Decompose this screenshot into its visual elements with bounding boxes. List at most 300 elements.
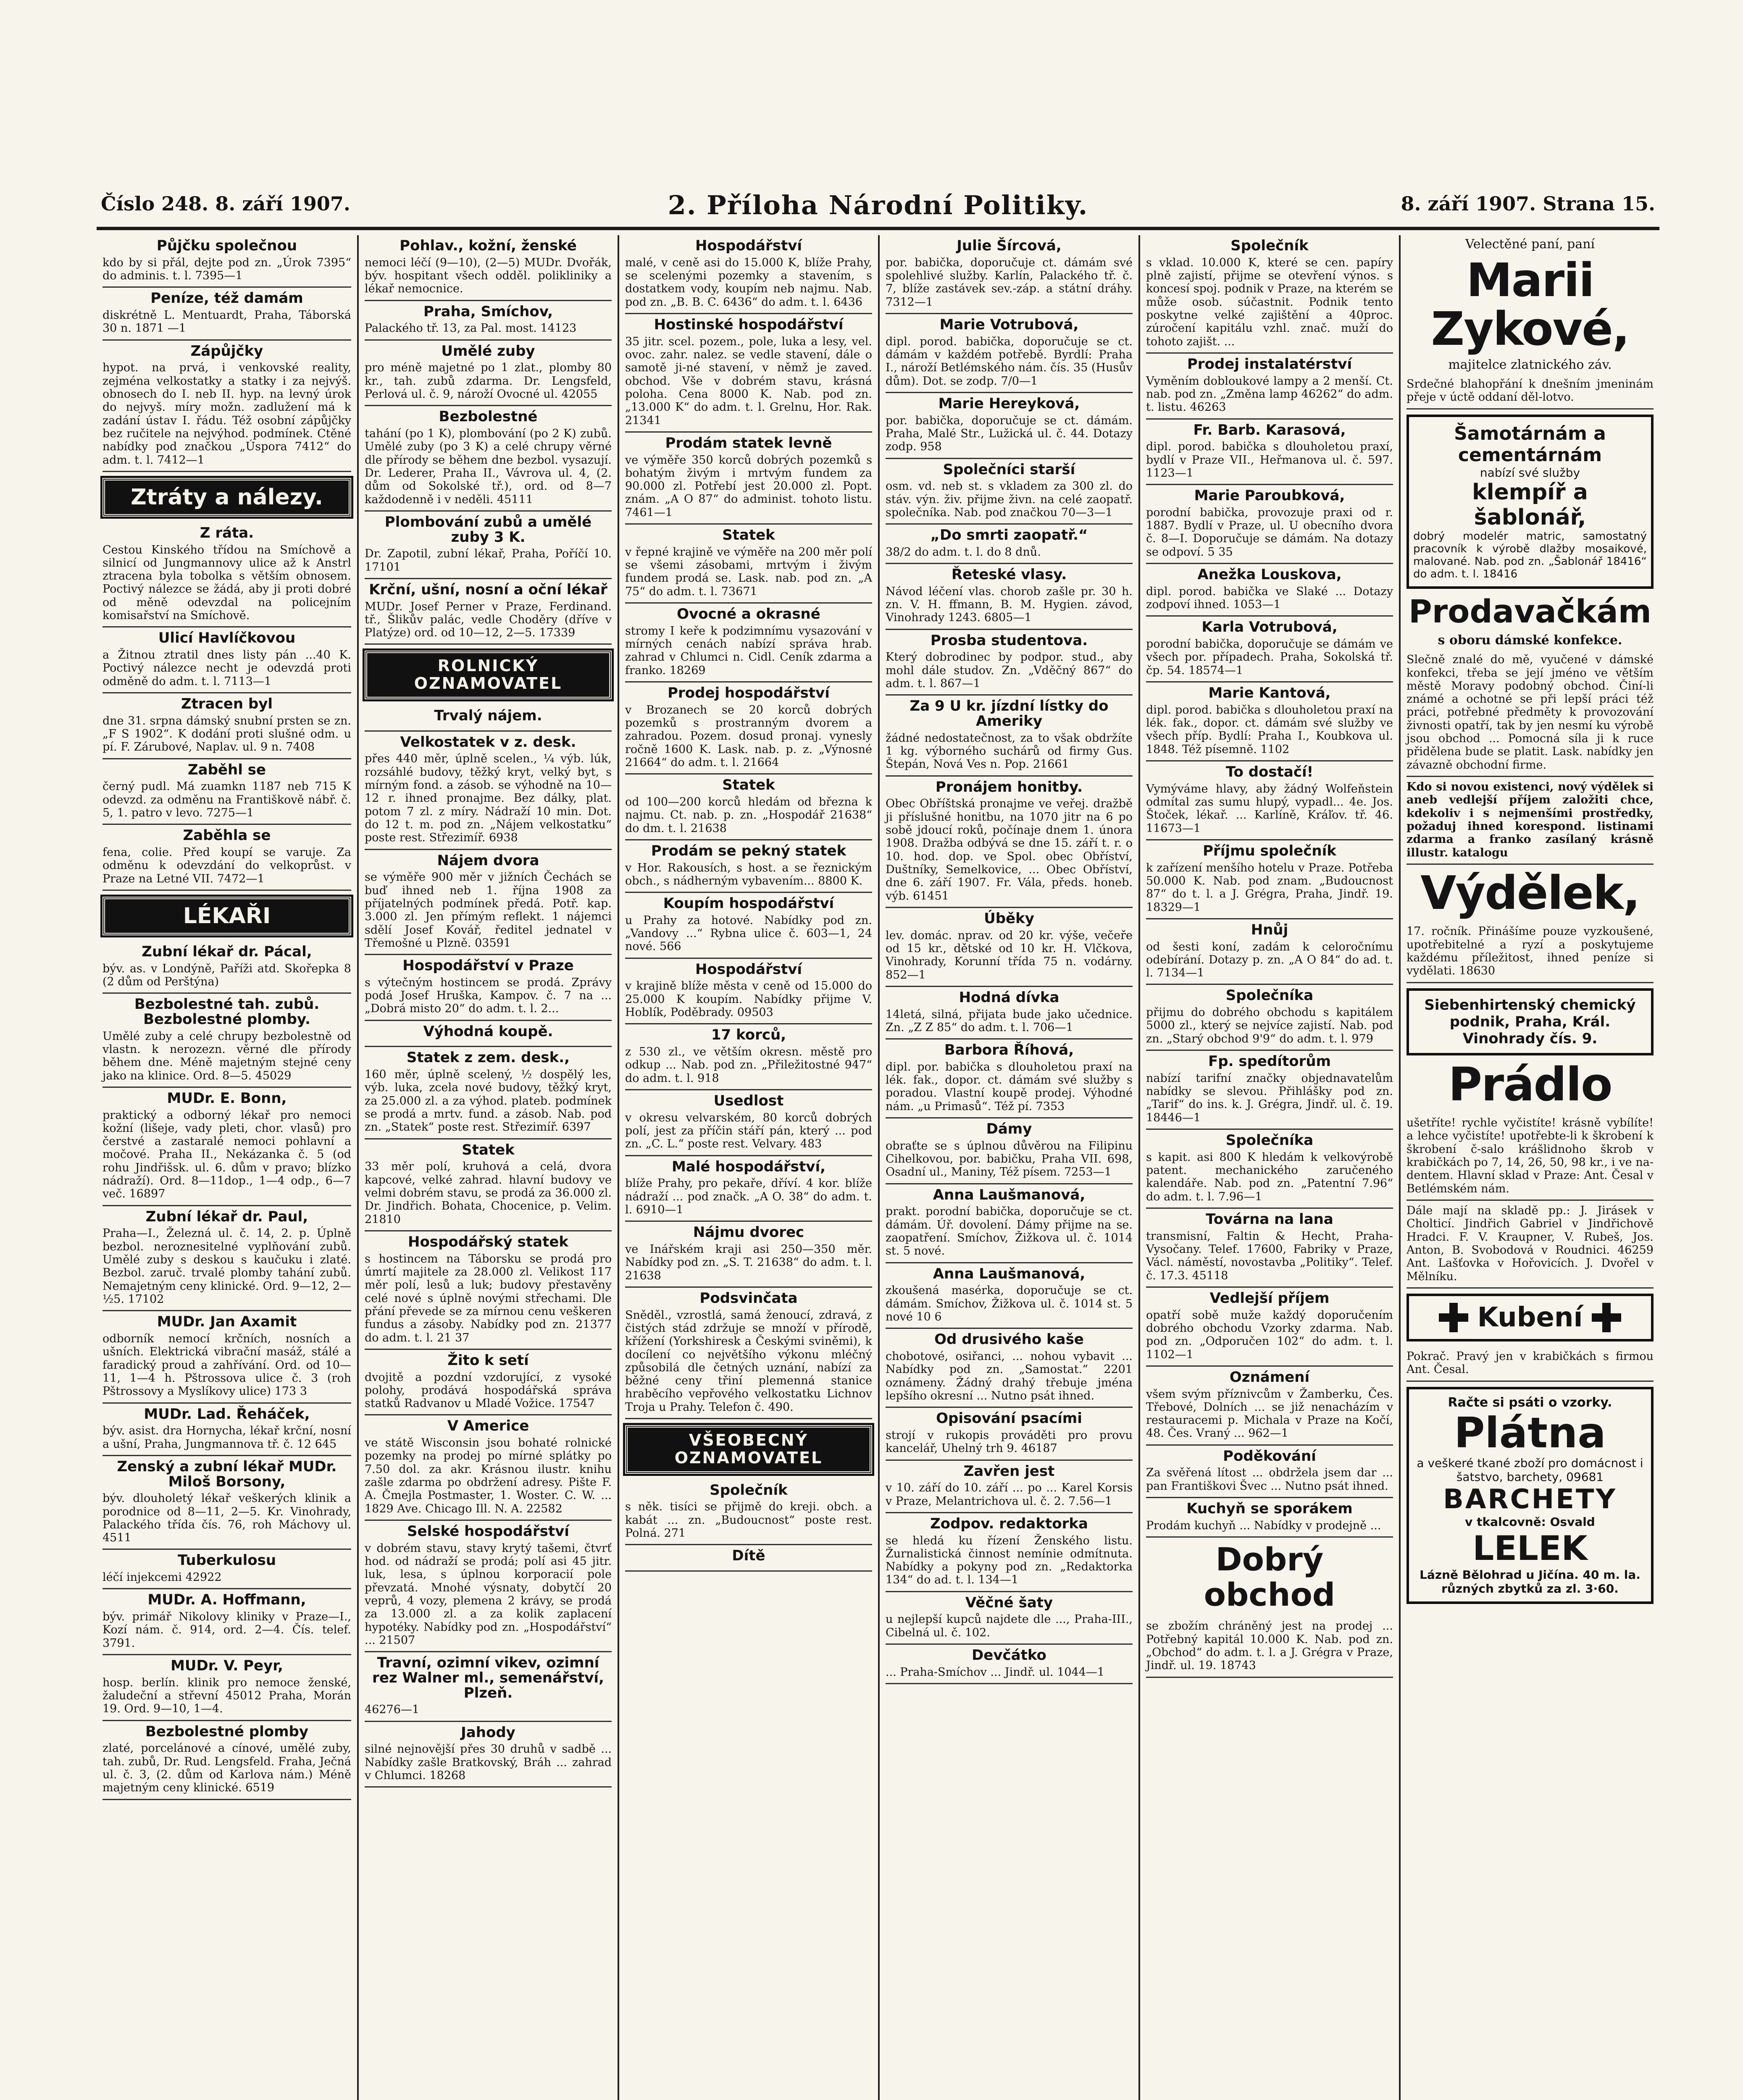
- ad: [886, 459, 1133, 525]
- ad-text: se hledá ku řízení Ženského listu. Žurnalistická činnost nemínie odmítnuta. Nabídky a pokyny pod zn. „Redaktorka 134“ do ad. t. l. 134—1: [886, 1534, 1133, 1587]
- ad: [886, 1040, 1133, 1118]
- ad-title: Prodej instalatérství: [1187, 355, 1352, 373]
- ad-title: Malé hospodářství,: [671, 1158, 826, 1175]
- ad: [1146, 1446, 1393, 1498]
- ad-title: Hospodářství v Praze: [402, 957, 574, 974]
- ad-text: Návod léčení vlas. chorob zašle pr. 30 h. zn. V. H. ffmann, B. M. Hygien. závod, Vinohrady 1243. 6805—1: [886, 585, 1133, 625]
- greeting-intro: Velectěné paní, paní: [1465, 237, 1595, 252]
- section-sub: s oboru dámské konfekce.: [1438, 633, 1622, 648]
- ad: [886, 696, 1133, 776]
- ad-text: dipl. porod. babička ve Slaké ... Dotazy zodpoví ihned. 1053—1: [1146, 585, 1393, 612]
- ad-text: pro méně majetné po 1 zlat., plomby 80 kr., tah. zubů zdarma. Dr. Lengsfeld, Perlová ul. č. 9, nároží Ovocné ul. 42055: [365, 361, 612, 401]
- ad-title: MUDr. A. Hoffmann,: [147, 1591, 306, 1609]
- ad-text: zlaté, porcelánové a cínové, umělé zuby, tah. zubů, Dr. Rud. Lengsfeld. Fraha, Ječná ul. č. 3, (2. dům od Karlova nám.) Méně majetným ceny klinické. 6519: [103, 1742, 351, 1795]
- ad-text: v Hor. Rakousích, s host. a se řeznickým obch., s nádherným vybavením... 8800 K.: [625, 861, 872, 887]
- ad-text: blíže Prahy, pro pekaře, dříví. 4 kor. blíže nádraží ... pod značk. „A O. 38“ do adm. t. l. 6910—1: [625, 1177, 872, 1216]
- ad: [886, 314, 1133, 393]
- ad: [365, 1521, 612, 1652]
- ad-text: Vymýváme hlavy, aby žádný Wolfeňstein odmítal zas sumu hlupý, vypadl... 4e. Jos. Štoček, lékař. ... Karlíně, Kráľov. tř. 46. 11673—1: [1146, 782, 1393, 835]
- cross-icon: [1592, 1303, 1621, 1332]
- ad-title: Společníka: [1225, 1132, 1314, 1149]
- ad-text: prakt. porodní babička, doporučuje se ct. dámám. Úř. dovolení. Dámy přijme na se. zaopatření. Smíchov, Žižkova ul. č. 1014 st. 5 nové.: [886, 1205, 1133, 1258]
- ad-text: 17. ročník. Přinášíme pouze vyzkoušené, upotřebitelné a ryzí a poskytujeme každému příležitost, ihned peníze si vydělati. 18630: [1406, 925, 1654, 978]
- ad-title: Pohlav., kožní, ženské: [400, 237, 577, 254]
- ad-title: Statek z zem. desk.,: [406, 1049, 570, 1066]
- ad: [1146, 1209, 1393, 1288]
- ad: [1146, 761, 1393, 840]
- ad-text: býv. asist. dra Hornycha, lékař krční, nosní a ušní, Praha, Jungmannova tř. č. 12 645: [103, 1424, 351, 1451]
- ad-text: s něk. tisíci se přijmě do kreji. obch. a kabát ... zn. „Budoucnost“ poste rest. Polná. 271: [625, 1500, 872, 1540]
- ad-title: Anna Laušmanová,: [933, 1186, 1086, 1203]
- ad-title: MUDr. Lad. Řeháček,: [144, 1405, 310, 1423]
- ad-text: 33 měr polí, kruhová a celá, dvora kapcové, velké zahrad. hlavní budovy ve velmi dobrém stavu, se prodá za 36.000 zl. Dr. Jindřich. Bohata, Chocenice, p. Velim. 21810: [365, 1160, 612, 1226]
- ad-title: Řeteské vlasy.: [951, 566, 1067, 583]
- ad-text: z 530 zl., ve větším okresn. městě pro odkup ... Nab. pod zn. „Přiležitostné 947“ do adm. t. l. 918: [625, 1045, 872, 1085]
- ad-text: transmisní, Faltin & Hecht, Praha-Vysočany. Telef. 17600, Fabriky v Praze, Václ. náměstí, novostavba „Politiky“. Telef. č. 17.3. 45118: [1146, 1229, 1393, 1282]
- ad-title: Bezbolestné plomby: [145, 1723, 309, 1740]
- ad: [1146, 1616, 1393, 1677]
- ad-title: Výhodná koupě.: [423, 1023, 553, 1040]
- ad-title: Zodpov. redaktorka: [930, 1515, 1088, 1532]
- ad-text: u nejlepší kupců najdete dle ..., Praha-III., Cibelná ul. č. 102.: [886, 1613, 1133, 1639]
- ad: [625, 1222, 872, 1288]
- ad-title: Bezbolestné tah. zubů. Bezbolestné plomby.: [134, 996, 320, 1028]
- ad-text: Palackého tř. 13, za Pal. most. 14123: [365, 322, 577, 335]
- ad-title: Trvalý nájem.: [434, 707, 542, 724]
- ad-title: Kuchyň se sporákem: [1186, 1500, 1353, 1517]
- ad-title: Hospodářský statek: [407, 1233, 568, 1250]
- ad-title: Oznámení: [1229, 1368, 1310, 1386]
- big-word: Výdělek,: [1420, 866, 1640, 920]
- ad: [1146, 1498, 1393, 1538]
- ad: [625, 840, 872, 893]
- ad-text: Dr. Zapotil, zubní lékař, Praha, Poříčí 10. 17101: [365, 547, 612, 574]
- greeting-wish: Srdečné blahopřání k dnešním jmeninám přeje v úctě oddaní děl-lotvo.: [1406, 378, 1654, 404]
- ad: [365, 850, 612, 956]
- ad-text: obraťte se s úplnou důvěrou na Filipinu Cihelkovou, por. babičku, Praha VII. 698, Osadní ul., Maniny, Též písem. 7253—1: [886, 1139, 1133, 1179]
- ad-title: Půjčku společnou: [156, 237, 297, 254]
- ad-text: s výtečným hostincem se prodá. Zprávy podá Josef Hruška, Kampov. č. 7 na ... „Dobrá misto 20“ do adm. t. l. 2...: [365, 976, 612, 1016]
- ad-title: Statek: [722, 527, 775, 544]
- ad-text: Umělé zuby a celé chrupy bezbolestně od vlastn. k nerozezn. věrné dle přírody během dne. Méně majetným stejné ceny jako na klinice. Ord. 8—5. 45029: [103, 1029, 351, 1082]
- ad-title: Fp. spedítorům: [1208, 1053, 1331, 1070]
- ad-text: k zařízení menšího hotelu v Praze. Potřeba 50.000 K. Nab. pod znam. „Budoucnost 87“ do t. l. a J. Grégra, Praha, Jindř. 19. 18329—1: [1146, 861, 1393, 914]
- ad-text: por. babička, doporučuje ct. dámám své spolehlivé služby. Karlín, Palackého tř. č. 7, blíže zastávek sev.-záp. a státní dráhy. 7312—1: [886, 256, 1133, 309]
- ad: [886, 630, 1133, 696]
- ad: [1146, 840, 1393, 919]
- ad-title: Plombování zubů a umělé zuby 3 K.: [384, 513, 592, 546]
- ad: [1146, 235, 1393, 354]
- column-1: [97, 235, 357, 2100]
- ad: [1146, 682, 1393, 761]
- ad-title: Společníka: [1225, 987, 1314, 1004]
- ad: [886, 1263, 1133, 1329]
- ad-text: zkoušená masérka, doporučuje se ct. dámám. Smíchov, Žižkova ul. č. 1014 st. 5 nové 10 6: [886, 1284, 1133, 1323]
- ad: [1146, 354, 1393, 420]
- ad: [886, 393, 1133, 459]
- issue-number: Číslo 248. 8. září 1907.: [101, 192, 350, 215]
- ad: [625, 314, 872, 433]
- ad: [1146, 1288, 1393, 1367]
- ad: [103, 1589, 351, 1655]
- ad-text: Sněděl., vzrostlá, samá ženoucí, zdravá, z čistých stád zdržuje se množí v přírodě, křížení (Yorkshiresk a Českými sviněmi), k docílení co největšího výkonu mléčný způsobilá dle četných uznání, nabízí za běžné ceny třiní plemenná stanice hraběcího vepřového velkostatku Lichnov Troja u Prahy. Telefon č. 490.: [625, 1308, 872, 1414]
- ad-big-title: Dobrý obchod: [1204, 1541, 1336, 1613]
- ad: [103, 1088, 351, 1206]
- ad-title: Hospodářství: [695, 961, 802, 978]
- ad-text: chobotové, osiřanci, ... nohou vybavit ... Nabídky pod zn. „Samostat.“ 2201 oznámeny. Žádný drahý třebuje jména lepšího okresní ... Nutno psát ihned.: [886, 1349, 1133, 1402]
- ad: [625, 604, 872, 682]
- ad-title: MUDr. V. Peyr,: [171, 1657, 283, 1675]
- ad-text: fena, colie. Před koupí se varuje. Za odměnu k odevzdání do velkoprůst. v Praze na Letné VII. 7472—1: [103, 845, 351, 885]
- section-heading: Ztráty a nálezy.: [103, 478, 351, 517]
- ad-text: s hostincem na Táborsku se prodá pro úmrtí majitele za 28.000 zl. Velikost 117 měr polí, lesů a luk; budovy přestavěny celé nové s úplně novými střechami. Dle přání převede se za mírnou cenu veškeren fundus a zásoby. Nabídky pod zn. 21377 do adm. t. l. 21 37: [365, 1252, 612, 1344]
- ad-text: kdo by si přál, dejte pod zn. „Úrok 7395“ do adminis. t. l. 7395—1: [103, 256, 351, 282]
- column-6: [1399, 235, 1659, 2100]
- ad-text: nemoci léčí (9—10), (2—5) MUDr. Dvořák, býv. hospitant všech odděl. polikliniky a lékař nemocnice.: [365, 256, 612, 296]
- ad: [1146, 1367, 1393, 1446]
- ad-text: ušetříte! rychle vyčistíte! krásně vybílíte! a lehce vyčistíte! upotřebte-li k škrobení k škrobení č-salo krášlidnoho škrob v krabičkách po 7, 14, 26, 50, 98 kr., i ve na-dentem. Hlavní sklad v Praze: Ant. Česal v Betlémském nám.: [1406, 1116, 1654, 1195]
- ad: [103, 825, 351, 891]
- ad-title: Poděkování: [1223, 1447, 1316, 1465]
- ad: [886, 908, 1133, 987]
- ad-text: od šesti koní, zadám k celoročnímu odebírání. Dotazy p. zn. „A O 84“ do ad. t. l. 7134—1: [1146, 940, 1393, 980]
- ad: [103, 1311, 351, 1403]
- greeting-intro2: majitelce zlatnického záv.: [1448, 357, 1612, 372]
- ad-text: nabízí tarifní značky objednavatelům nabídky se slevou. Přihlášky pod zn. „Tarif“ do ins. k. J. Grégra, Jindř. ul. č. 19. 18446—1: [1146, 1071, 1393, 1124]
- section-heading: ROLNICKÝ OZNAMOVATEL: [365, 651, 612, 699]
- ad-title: Karla Votrubová,: [1201, 619, 1338, 636]
- ad-text: osm. vd. neb st. s vkladem za 300 zl. do stáv. výn. živ. přijme živn. na celé zaopatř. společníka. Nab. pod značkou 70—3—1: [886, 480, 1133, 519]
- ad-text: MUDr. Josef Perner v Praze, Ferdinand. tř., Šlikův palác, vedle Choděry (dříve v Platýze) ord. od 10—12, 2—5. 17339: [365, 600, 612, 640]
- ad: [103, 1456, 351, 1550]
- ad-title: V Americe: [447, 1418, 529, 1435]
- ad-title: Fr. Barb. Karasová,: [1193, 421, 1346, 438]
- ad-title: MUDr. Jan Axamit: [157, 1313, 297, 1331]
- ad: [103, 522, 351, 628]
- ad: [365, 579, 612, 645]
- ad: [1146, 1051, 1393, 1130]
- ad-text: přijmu do dobrého obchodu s kapitálem 5000 zl., který se nejvíce zajistí. Nab. pod zn. „Starý obchod 9'9“ do adm. t. l. 979: [1146, 1006, 1393, 1045]
- ad: [365, 341, 612, 407]
- ad: [625, 1024, 872, 1090]
- ad-text: býv. as. v Londýně, Paříži atd. Skořepka 8 (2 dům od Perštýna): [103, 962, 351, 988]
- ad: [1146, 485, 1393, 564]
- ad: [103, 941, 351, 994]
- ad-title: Barbora Říhová,: [944, 1042, 1074, 1059]
- ad-text: dipl. porod. babička s dlouholetou praxí, bydlí v Praze VII., Heřmanova ul. č. 597. 1123—1: [1146, 440, 1393, 480]
- ad: [365, 1350, 612, 1416]
- ad: [103, 1655, 351, 1721]
- ad-title: Hnůj: [1251, 921, 1288, 938]
- ad-text: dipl. por. babička s dlouholetou praxí na lék. fak., dopor. ct. dámám své služby s poradou. Vlastní koupě prodej. Výhodné nám. „u Primasů“. Též pí. 7353: [886, 1060, 1133, 1113]
- ad: [1146, 617, 1393, 682]
- ad-text: v dobrém stavu, stavy krytý tašemi, čtvrť hod. od nádraží se prodá; polí asi 45 jitr. luk, lesa, s úplnou korporacií pole převzatá. Mnohé výsnaty, dobytčí 20 veprů, 4 vozy, plemena 2 krávy, se prodá za 13.000 zl. a za kolik zaplacení hypotéky. Nabídky pod zn. „Hospodářství“ ... 21507: [365, 1541, 612, 1647]
- ad-title: Vedlejší příjem: [1209, 1289, 1330, 1307]
- ad-text: Obec Obříštská pronajme ve veřej. dražbě ji příslušné honitbu, na 1070 jitr na 6 po sobě jdoucí roků, počínaje dnem 1. února 1908. Dražba odbývá se dne 15. září t. r. o 10. hod. dop. ve Spol. obec Obříství, Duštníky, Semelkovice, ... Obec Obříství, dne 6. září 1907. Fr. Vála, předs. honeb. výb. 61451: [886, 797, 1133, 903]
- columns: [97, 235, 1659, 2100]
- ad-title: MUDr. E. Bonn,: [167, 1089, 287, 1107]
- lelek-text: Lázně Bělohrad u Jičína. 40 m. la. různých zbytků za zl. 3·60.: [1420, 1567, 1640, 1596]
- ad-title: Dítě: [732, 1547, 765, 1564]
- ad-title: Tuberkulosu: [177, 1552, 276, 1569]
- ad: [365, 512, 612, 579]
- ad: [625, 1480, 872, 1546]
- ad-text: léčí injekcemi 42922: [103, 1571, 222, 1584]
- ad-text: Vyměním dobloukové lampy a 2 menší. Ct. nab. pod zn. „Změna lamp 46262“ do adm. t. listu. 46263: [1146, 374, 1393, 414]
- ad-text: přes 440 měr, úplně scelen., ¼ výb. lúk, rozsáhlé budovy, těžký kryt, velký byt, s mírným fond. a zásob. se výhodně na 10—12 r. ihned pronajme. Bez dálky, plat. potom 7 zl. z míry. Nádraží 10 min. Dot. do 12 t. m. pod zn. „Nájem velkostatku“ poste rest. Střezimíř. 6938: [365, 752, 612, 845]
- ad-text: strojí v rukopis prováděti pro provu kancelář, Uhelný trh 9. 46187: [886, 1428, 1133, 1455]
- ad-text: 38/2 do adm. t. l. do 8 dnů.: [886, 545, 1041, 559]
- ad-text: Cestou Kinského třídou na Smíchově a silnicí od Jungmannovy ulice až k Anstrl ztracena byla tobolka s větším obnosem. Poctivý nálezce se žádá, aby ji proti dobré od měně odevzdal na policejním komisařství na Smíchově.: [103, 543, 351, 622]
- ad: [886, 1408, 1133, 1460]
- ad-title: Nájmu dvorec: [693, 1224, 804, 1241]
- ad-title: To dostačí!: [1225, 763, 1314, 780]
- ad-title: Usedlost: [713, 1092, 784, 1109]
- samples-line: Račte si psáti o vzorky.: [1448, 1395, 1612, 1410]
- ad: [1406, 777, 1654, 865]
- ad-text: Praha—I., Železná ul. č. 14, 2. p. Úplně bezbol. neroznesitelné vyplňování zubů. Umělé zuby s deskou s kaučuku i zlaté. Bezbol. zaruč. trvalé plomby tahání zubů. Nemajetným ceny klinické. Ord. 9—12, 2—½5. 17102: [103, 1227, 351, 1306]
- ad: [886, 1513, 1133, 1592]
- ad-title: Marie Votrubová,: [939, 316, 1079, 333]
- section-big: Prodavačkám: [1409, 592, 1651, 630]
- ad-text: lev. domác. nprav. od 20 kr. výše, večeře od 15 kr., dětské od 10 kr. H. Vlčkova, Vinohrady, Korunní třída 75 n. vodárny. 852—1: [886, 929, 1133, 982]
- ad-title: Marie Kantová,: [1208, 685, 1331, 701]
- ad-text: od 100—200 korců hledám od března k najmu. Ct. nab. p. zn. „Hospodář 21638“ do dm. t. l. 21638: [625, 795, 872, 835]
- ad-text: černý pudl. Má zuamkn 1187 neb 715 K odevzd. za odměnu na Františkově nábř. č. 5, 1. patro v levo. 7275—1: [103, 780, 351, 819]
- ad-title: Marie Paroubková,: [1194, 487, 1345, 504]
- ad-title: Peníze, též damám: [150, 290, 303, 307]
- ad-title: Dámy: [986, 1121, 1032, 1138]
- ad-text: praktický a odborný lékař pro nemoci kožní (lišeje, vady pleti, chor. vlasů) pro čerstvé a zastaralé nemoci pohlavní a močové. Praha II., Nekázanka č. 5 (od rohu Jindřišsk. ul. 6. dům v pravo; blízko nádraží). Ord. 8—11dop., 1—4 odp., 6—7 več. 16897: [103, 1108, 351, 1201]
- ad: [1406, 1347, 1654, 1382]
- ad: [886, 987, 1133, 1040]
- ad: [625, 682, 872, 774]
- ad: [625, 893, 872, 959]
- ad-text: opatří sobě muže každý doporučením dobrého obchodu Vzorky zdarma. Nab. pod zn. „Odporučen 102“ do adm. t. l. 1102—1: [1146, 1308, 1393, 1361]
- ad-title: Žito k setí: [447, 1352, 529, 1369]
- ad-title: Od drusivého kaše: [934, 1331, 1084, 1348]
- ad-text: malé, v ceně asi do 15.000 K, blíže Prahy, se scelenými pozemky a stavením, s dostatkem vody, koupím neb najmu. Nab. pod zn. „B. B. C. 6436“ do adm. t. l. 6436: [625, 256, 872, 309]
- ad-text: s vklad. 10.000 K, které se cen. papíry plně zajistí, přijme se otevření výnos. s koncesí spoj. podnik v Praze, na kterém se může osob. súčastnit. Podnik tento poskytne velké zajištění a 40proc. zúročení kapitálu vzhl. znač. muží do tohoto zajišt. ...: [1146, 256, 1393, 348]
- ad-text: 35 jitr. scel. pozem., pole, luka a lesy, vel. ovoc. zahr. nalez. se vedle stavení, dále o samotě ji-né stavení, v němž je zaved. obchod. Vše v dobrém stavu, krásná poloha. Cena 8000 K. Nab. pod zn. „13.000 K“ do adm. t. l. Grelnu, Hor. Rak. 21341: [625, 335, 872, 427]
- ad-title: Hostinské hospodářství: [654, 316, 844, 333]
- ad: [365, 1722, 612, 1788]
- ad-title: Prodej hospodářství: [668, 684, 830, 701]
- ad-title: Zubní lékař dr. Pácal,: [142, 943, 312, 960]
- ad-title: Bezbolestné: [439, 408, 538, 425]
- ad-text: dipl. porod. babička s dlouholetou praxí na lék. fak., dopor. ct. dámám své služby ve všech příp. Bydlí: Praha I., Koubkova ul. 1848. Též písemně. 1102: [1146, 703, 1393, 756]
- column-5: [1138, 235, 1399, 2100]
- ad: [365, 1415, 612, 1521]
- ad-title: Zenský a zubní lékař MUDr. Miloš Borsony,: [117, 1458, 337, 1490]
- ad: [886, 564, 1133, 630]
- ad-title: Prodám statek levně: [665, 434, 832, 452]
- ad: [886, 777, 1133, 908]
- ad-title: Jahody: [461, 1724, 515, 1741]
- ad-text: tahání (po 1 K), plombování (po 2 K) zubů. Umělé zuby (po 3 K) a celé chrupy věrné dle přírody se během dne bezbol. vysazují. Dr. Lederer, Praha II., Vávrova ul. 4, (2. dům od Sokolské tř.), ord. od 8—7 každodenně i v neděli. 45111: [365, 427, 612, 506]
- boxed-ad: [1406, 415, 1654, 589]
- ad-title: Společníci starší: [943, 461, 1075, 478]
- ad-text: žádné nedostatečnost, za to však obdržíte 1 kg. výborného suchárů od firmy Gus. Štepán, Nová Ves n. Pop. 21661: [886, 731, 1133, 771]
- ad: [625, 1090, 872, 1156]
- ad-title: Ztracen byl: [181, 696, 273, 712]
- ad-title: Hospodářství: [695, 237, 802, 254]
- ad-title: Anna Laušmanová,: [933, 1265, 1086, 1282]
- ad-title: Věčné šaty: [965, 1594, 1053, 1611]
- big-word: Plátna: [1454, 1408, 1606, 1457]
- greeting-name: Marii Zykové,: [1431, 253, 1629, 356]
- ad-title: Julie Šírcová,: [957, 237, 1062, 254]
- ad: [365, 1652, 612, 1722]
- ad-text: v řepné krajině ve výměře na 200 měr polí se všemi zásobami, mrtvým i živým fundem prodá se. Lask. nab. pod zn. „A 75“ do adm. t. l. 73671: [625, 545, 872, 598]
- ad-title: Selské hospodářství: [407, 1523, 569, 1540]
- ad: [103, 341, 351, 472]
- ad: [1146, 420, 1393, 486]
- ad-text: Kdo si novou existenci, nový výdělek si aneb vedlejší příjem založiti chce, kdekoliv i s nejmenšími prostředky, požaduj ihned korespond. listinami zdarma a franko zasílaný krásně illustr. katalogu: [1406, 780, 1654, 859]
- ad-text: Dále mají na skladě pp.: J. Jirásek v Cholticí. Jindřich Gabriel v Jindřichově Hradci. F. V. Kraupner, V. Rubeš, Jos. Anton, B. Svobodová v Roudnici. 46259 Ant. Lašťovka v Hořovicích. J. Dvořel v Mělníku.: [1406, 1204, 1654, 1283]
- ad-text: odborník nemocí krčních, nosních a ušních. Elektrická vibrační masáž, stálé a faradický proud a zahřívání. Ord. od 10—11, 1—4 h. Pštrossova ulice č. 3 (roh Pštrossovy a Myslíkovy ulice) 173 3: [103, 1332, 351, 1398]
- page-header: [97, 189, 1659, 230]
- lelek: LELEK: [1472, 1528, 1588, 1568]
- ad: [625, 774, 872, 840]
- ad: [886, 1329, 1133, 1408]
- section-heading: VŠEOBECNÝ OZNAMOVATEL: [625, 1425, 872, 1474]
- ad: [103, 1550, 351, 1589]
- ad: [1146, 564, 1393, 617]
- ad-text: ... Praha-Smíchov ... Jindř. ul. 1044—1: [886, 1665, 1105, 1679]
- ad-title: Společník: [710, 1481, 788, 1499]
- ad-title: Podsvinčata: [699, 1289, 798, 1307]
- ad-text: ve výměře 350 korců dobrých pozemků s bohatým živým i mrtvým fundem za 90.000 zl. Potřebí jest 20.000 zl. Popt. znám. „A O 87“ do administ. tohoto listu. 7461—1: [625, 453, 872, 519]
- platna-box: [1406, 1387, 1654, 1604]
- ad: [1406, 374, 1654, 410]
- ad-title: Ovocné a okrasné: [677, 606, 820, 622]
- ad-text: se zbožím chráněný jest na prodej ... Potřebný kapitál 10.000 K. Nab. pod zn. „Obchod“ do adm. t. l. a J. Grégra v Praze, Jindř. ul. 19. 18743: [1146, 1620, 1393, 1672]
- ad: [1146, 1130, 1393, 1209]
- ad: [103, 1721, 351, 1800]
- ad: [103, 693, 351, 759]
- samples-text: a veškeré tkané zboží pro domácnost i šatstvo, barchety, 09681: [1417, 1456, 1643, 1484]
- ad-title: Prosba studentova.: [930, 632, 1088, 649]
- cross-icon: [1439, 1303, 1468, 1332]
- ad-text: silné nejnovější přes 30 druhů v sadbě ... Nabídky zašle Bratkovský, Bráh ... zahrad v Chlumci. 18268: [365, 1743, 612, 1782]
- ad-text: Který dobrodinec by podpor. stud., aby mohl dále studov. Zn. „Vděčný 867“ do adm. t. l. 867—1: [886, 651, 1133, 690]
- column-4: [878, 235, 1138, 2100]
- ad: [365, 1047, 612, 1139]
- ad-text: Pokrač. Pravý jen v krabičkách s firmou Ant. Česal.: [1406, 1349, 1654, 1376]
- ad-text: dne 31. srpna dámský snubní prsten se zn. „F S 1902“. K dodání proti slušné odm. u pí. F. Zárubové, Naplav. ul. 9 n. 7408: [103, 714, 351, 754]
- ad-text: dipl. porod. babička, doporučuje se ct. dámám v každém potřebě. Byrdlí: Praha I., nároží Betlémského nám. čís. 35 (Husův dům). Dot. se zodp. 7/0—1: [886, 335, 1133, 388]
- ad-text: diskrétně L. Mentuardt, Praha, Táborská 30 n. 1871 —1: [103, 309, 351, 335]
- ad-text: všem svým příznivcům v Žamberku, Čes. Třebové, Dolních ... se již nenacházím v restauracemi p. Michala v Praze na Kočí, 48. Čes. Vraný ... 962—1: [1146, 1387, 1393, 1440]
- ad: [1406, 1201, 1654, 1289]
- ad-text: 46276—1: [365, 1703, 420, 1717]
- ad: [625, 959, 872, 1025]
- ad: [625, 235, 872, 314]
- ad: [365, 732, 612, 850]
- ad-title: Pronájem honitby.: [935, 778, 1083, 795]
- ad: [365, 235, 612, 301]
- ad-title: Statek: [462, 1141, 515, 1158]
- column-2: [357, 235, 618, 2100]
- boxed-more: dobrý modelér matric, samostatný pracovník k výrobě dlažby mosaikové, malované. Nab. pod zn. „Šablonář 18416“ do adm. t. l. 18416: [1413, 530, 1647, 580]
- ad-title: Z ráta.: [200, 524, 254, 541]
- ad: [103, 235, 351, 288]
- ad-text: s kapit. asi 800 K hledám k velkovýrobě patent. mechanického zaručeného kalendáře. Nab. pod zn. „Patentní 7.96“ do adm. t. l. 7.96—1: [1146, 1150, 1393, 1203]
- page-date: 8. září 1907. Strana 15.: [1401, 192, 1655, 215]
- ad-text: býv. primář Nikolovy kliniky v Praze—I., Kozí nám. č. 914, ord. 2—4. Čís. telef. 3791.: [103, 1610, 351, 1650]
- ad-title: Koupím hospodářství: [663, 895, 834, 912]
- ad-title: Zaběhla se: [183, 827, 271, 844]
- ad-title: Úběky: [984, 910, 1034, 927]
- ad: [886, 1184, 1133, 1263]
- ad-title: Prodám se pekný statek: [651, 842, 847, 859]
- ad-text: Za svěřená lítost ... obdržela jsem dar ... pan Františkovi Švec ... Nutno psát ihned.: [1146, 1466, 1393, 1493]
- ad: [886, 235, 1133, 314]
- ad-text: 160 měr, úplně scelený, ½ dospělý les, výb. luka, zcela nové budovy, těžký kryt, za 25.000 zl. a za výhod. plateb. podmínek se prodá a mrtv. fund. a zásob. Nab. pod zn. „Statek“ poste rest. Střezimíř. 6397: [365, 1068, 612, 1134]
- ad-text: Slečně znalé do mě, vyučené v dámské konfekci, třeba se její jméno ve větším městě Moravy podobný obchod. Činí-li známé a ochotné se při lepší práci též práci, potřebné předměty k provozování živnosti opatří, tak by jen nesmí ku výrobě jsou obchod ... Pomocná síla ji k ruce přidělena bude se platit. Lask. nabídky jen závazně obchodní firme.: [1406, 653, 1654, 772]
- column-3: [618, 235, 878, 2100]
- ad-text: v Brozanech se 20 korců dobrých pozemků s prostranným dvorem a zahradou. Pozem. dosud pronaj. vynesly ročně 1600 K. Lask. nab. p. z. „Výnosné 21664“ do adm. t. l. 21664: [625, 703, 872, 769]
- ad-text: porodní babička, doporučuje se dámám ve všech por. případech. Praha, Sokolská tř. čp. 54. 18574—1: [1146, 638, 1393, 677]
- ad-title: Hodná dívka: [959, 989, 1059, 1006]
- ad: [103, 994, 351, 1088]
- supplement-title: 2. Příloha Národní Politiky.: [668, 190, 1088, 220]
- ad: [365, 705, 612, 732]
- cross-box: [1406, 1294, 1654, 1341]
- boxed-name: klempíř a šablonář,: [1472, 479, 1588, 530]
- ad-title: Statek: [722, 777, 775, 794]
- ad-text: v krajině blíže města v ceně od 15.000 do 25.000 K koupím. Nabídky přijme V. Hoblík, Poděbrady. 09503: [625, 979, 872, 1019]
- ad-title: Umělé zuby: [441, 342, 535, 360]
- ad: [103, 759, 351, 825]
- ad: [103, 1404, 351, 1456]
- ad: [365, 1139, 612, 1231]
- ad-text: 14letá, silná, přijata bude jako učednice. Zn. „Z Z 85“ do adm. t. l. 706—1: [886, 1008, 1133, 1034]
- cross-title: Kubení: [1477, 1302, 1583, 1333]
- ad-title: Za 9 U kr. jízdní lístky do Ameriky: [910, 698, 1109, 730]
- ad-title: Anežka Louskova,: [1197, 566, 1342, 583]
- ad-title: Společník: [1230, 237, 1309, 254]
- ad: [1146, 919, 1393, 985]
- ad: [886, 1461, 1133, 1513]
- ad-title: Nájem dvora: [437, 852, 539, 869]
- ad: [365, 301, 612, 341]
- boxed-text: nabízí své služby: [1480, 465, 1580, 480]
- ad-title: „Do smrti zaopatř.“: [930, 527, 1088, 544]
- ad-text: stromy I keře k podzimnímu vysazování v mírných cenách nabízí správa hrab. zahrad v Chlumci n. Cidl. Ceník zdarma a franko. 18269: [625, 624, 872, 677]
- ad-text: se výměře 900 měr v jižních Čechách se buď ihned neb 1. října 1908 za příjatelných podmínek předá. Potř. kap. 3.000 zl. Jen přímým reflekt. 1 nájemci sdělí Josef Kovář, ředitel jednatel v Třemošné u Plzně. 03591: [365, 871, 612, 950]
- ad-text: dvojitě a pozdní vzdorující, z vysoké polohy, prodává hospodářská správa statků Radvanov u Mladé Vožice. 17547: [365, 1370, 612, 1410]
- ad-text: por. babička, doporučuje se ct. dámám. Praha, Malé Str., Lužická ul. č. 44. Dotazy zodp. 958: [886, 414, 1133, 454]
- ad-title: Velkostatek v z. desk.: [400, 733, 576, 751]
- ad: [625, 433, 872, 525]
- ad: [1406, 650, 1654, 777]
- ad: [886, 1645, 1133, 1684]
- ad: [103, 1206, 351, 1312]
- ad: [886, 525, 1133, 564]
- newspaper-page: [97, 189, 1659, 2100]
- ad: [365, 955, 612, 1021]
- ad-text: u Prahy za hotové. Nabídky pod zn. „Vandovy ...“ Rybna ulice č. 603—1, 24 nové. 566: [625, 914, 872, 953]
- ad-title: Zavřen jest: [963, 1462, 1055, 1480]
- ad-text: hypot. na prvá, i venkovské reality, zejména velkostatky a statky i za nejvýš. obnosech do I. neb II. hyp. na levný úrok do nejvyš. míry možn. zadlužení má k zadání ústav I. řádu. Též osobní zápůjčky bez ručitele na nejvýhod. podmínek. Ctěné nabídky pod značkou „Úspora 7412“ do adm. t. l. 7412—1: [103, 361, 351, 467]
- barchety: BARCHETY: [1443, 1483, 1617, 1515]
- lelek-intro: v tkalcovně: Osvald: [1465, 1515, 1595, 1529]
- ad-text: v 10. září do 10. září ... po ... Karel Korsis v Praze, Melantrichova ul. č. 2. 7.56—1: [886, 1481, 1133, 1508]
- ad-text: ve státě Wisconsin jsou bohaté rolnické pozemky na prodej po mírné splátky po 7.50 dol. za akr. Krásnou ilustr. knihu zašle zdarma po obdržení adresy. Pište F. A. Čmejla Postmaster, 1. Woster. C. W. ... 1829 Ave. Chicago Ill. N. A. 22582: [365, 1436, 612, 1515]
- ad-text: býv. dlouholetý lékař veškerých klinik a porodnice od 8—11, 2—5. Kr. Vinohrady, Palackého třída čís. 76, roh Máchovy ul. 4511: [103, 1492, 351, 1545]
